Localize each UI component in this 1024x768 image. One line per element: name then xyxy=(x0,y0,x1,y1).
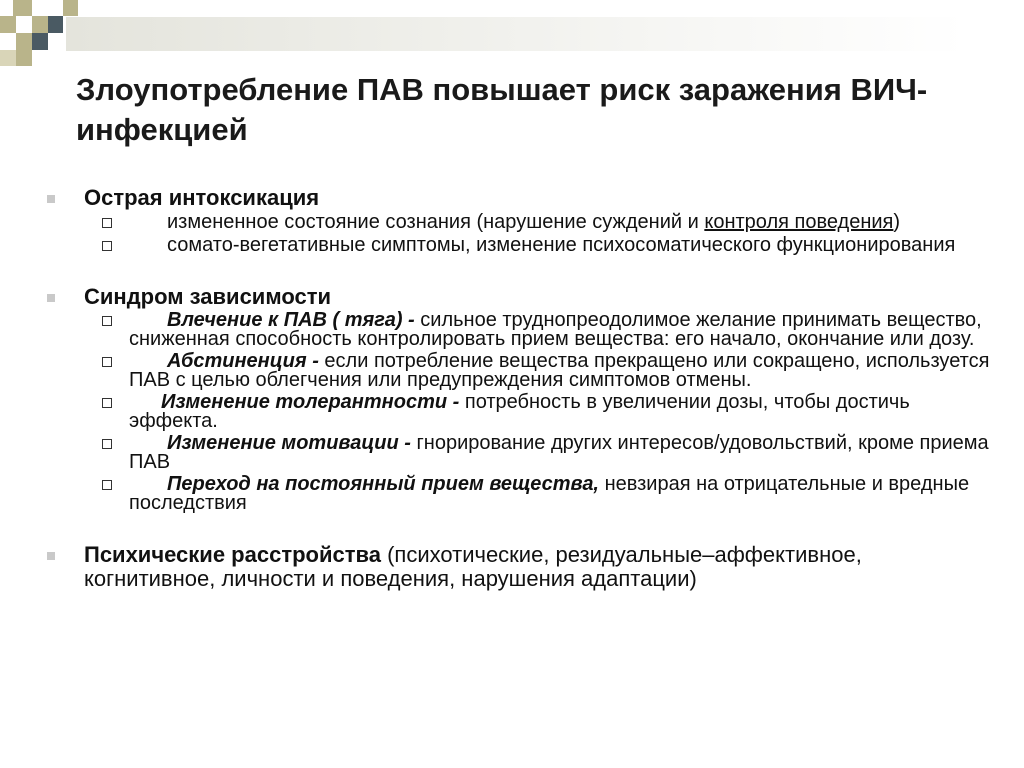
item-text: сомато-вегетативные симптомы, изменение психосоматического функционирования xyxy=(167,234,956,256)
deco-square xyxy=(16,50,32,66)
list-item xyxy=(0,236,1024,255)
hollow-square-bullet-icon xyxy=(102,218,112,228)
item-text: если потребление вещества прекращено или сокращено, используется ПАВ с целью облегчения или предупреждения симптомов отмены. xyxy=(129,350,990,391)
list-item xyxy=(0,311,1024,349)
bullet-square-icon xyxy=(47,195,55,203)
item-term: Влечение к ПАВ ( тяга) - xyxy=(167,309,421,331)
hollow-square-bullet-icon xyxy=(102,480,112,490)
decorative-header-squares xyxy=(0,0,1024,70)
slide-content xyxy=(0,186,1024,591)
hollow-square-bullet-icon xyxy=(102,398,112,408)
item-term: Изменение мотивации - xyxy=(167,432,417,454)
slide-title: Злоупотребление ПАВ повышает риск заражения ВИЧ-инфекцией xyxy=(76,72,928,147)
section-text: (психотические, резидуальные–аффективное, когнитивное, личности и поведения, нарушения адаптации) xyxy=(84,542,862,591)
deco-square xyxy=(0,16,16,33)
section-heading: Острая интоксикация xyxy=(84,185,320,210)
hollow-square-bullet-icon xyxy=(102,357,112,367)
item-text: потребность в увеличении дозы, чтобы достичь эффекта. xyxy=(129,391,910,432)
deco-square xyxy=(32,33,48,50)
deco-square xyxy=(16,33,32,50)
list-item xyxy=(0,213,1024,232)
item-text: сильное труднопреодолимое желание принимать вещество, сниженная способность контролировать прием вещества: его начало, окончание или дозу. xyxy=(129,309,982,350)
item-term: Переход на постоянный прием вещества, xyxy=(167,473,605,495)
list-item xyxy=(0,434,1024,472)
bullet-square-icon xyxy=(47,552,55,560)
hollow-square-bullet-icon xyxy=(102,241,112,251)
deco-square xyxy=(48,16,63,33)
deco-square xyxy=(63,0,78,16)
item-text: невзирая на отрицательные и вредные последствия xyxy=(129,473,970,514)
deco-square xyxy=(13,0,32,16)
item-text: гнорирование других интересов/удовольствий, кроме приема ПАВ xyxy=(129,432,989,473)
deco-square xyxy=(0,50,16,66)
item-text-end: ) xyxy=(893,211,901,233)
item-underlined-text: контроля поведения xyxy=(704,211,894,233)
item-text: измененное состояние сознания (нарушение суждений и xyxy=(167,211,705,233)
bullet-square-icon xyxy=(47,294,55,302)
section-heading: Синдром зависимости xyxy=(84,284,331,309)
section-acute-intoxication xyxy=(0,186,1024,210)
section-mental-disorders xyxy=(0,543,1024,591)
list-item xyxy=(0,352,1024,390)
item-term: Абстиненция - xyxy=(167,350,325,372)
hollow-square-bullet-icon xyxy=(102,316,112,326)
list-item xyxy=(0,475,1024,513)
hollow-square-bullet-icon xyxy=(102,439,112,449)
list-item xyxy=(0,393,1024,431)
header-gradient-bar xyxy=(66,17,966,51)
deco-square xyxy=(32,16,48,33)
section-heading: Психические расстройства xyxy=(84,542,381,567)
item-term: Изменение толерантности - xyxy=(161,391,465,413)
section-dependence-syndrome xyxy=(0,285,1024,309)
